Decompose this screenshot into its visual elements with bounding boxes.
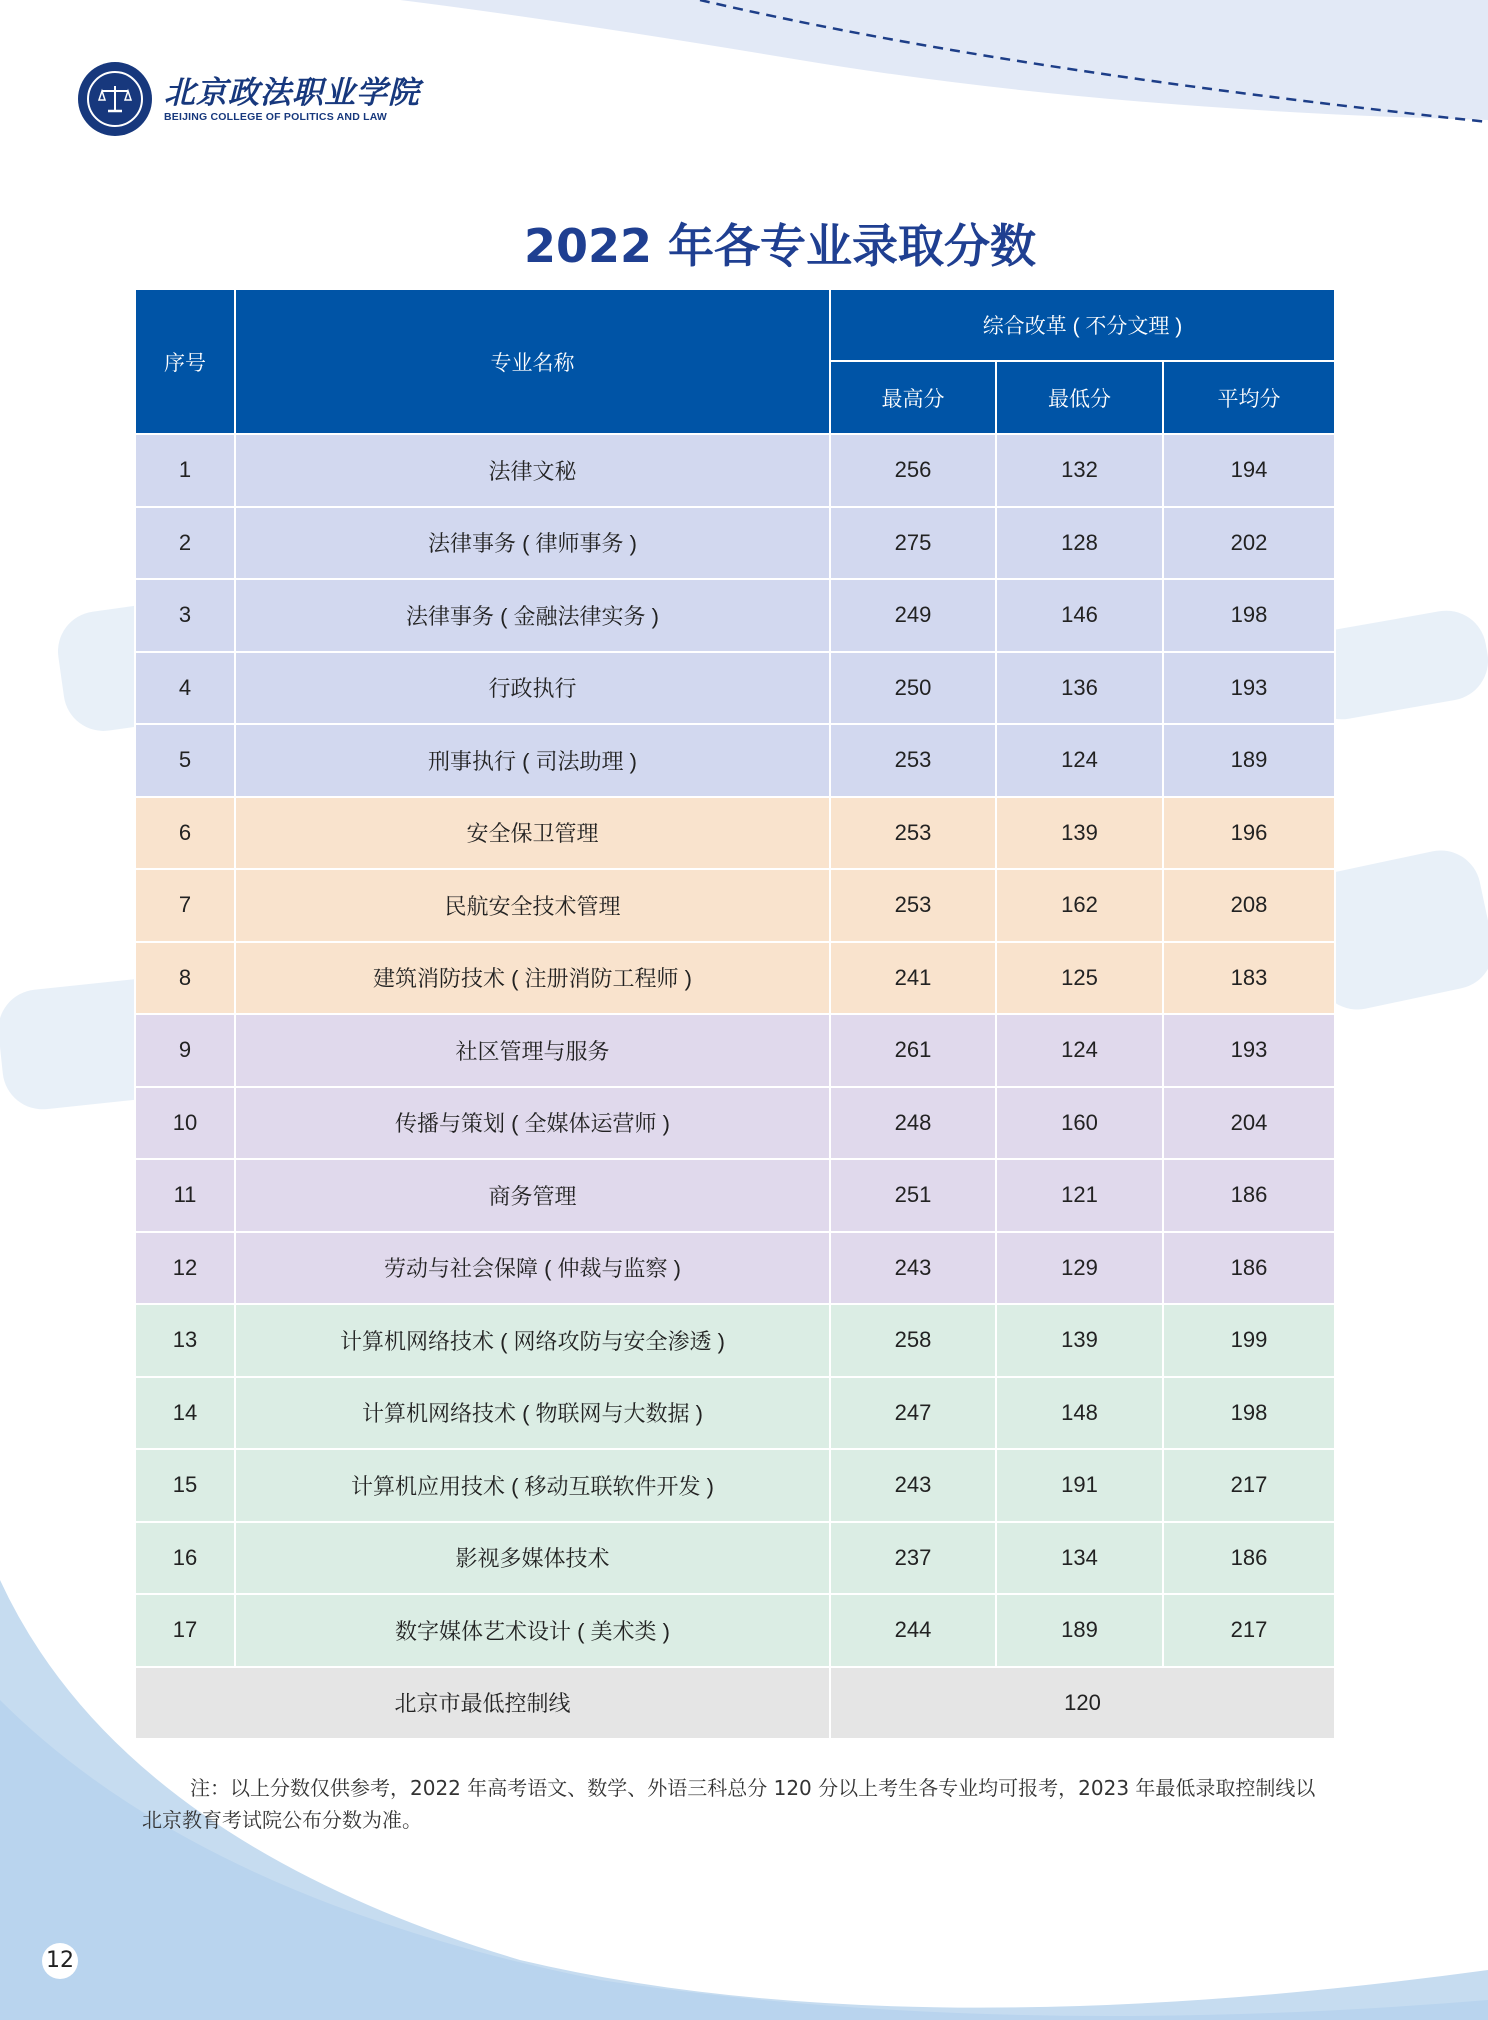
row-max: 243 xyxy=(830,1232,996,1305)
row-min: 128 xyxy=(996,507,1163,580)
row-index: 13 xyxy=(135,1304,235,1377)
table-row xyxy=(135,797,1335,870)
row-max: 247 xyxy=(830,1377,996,1450)
control-line-value: 120 xyxy=(830,1667,1335,1740)
row-min: 148 xyxy=(996,1377,1163,1450)
row-avg: 194 xyxy=(1163,434,1335,507)
row-min: 189 xyxy=(996,1594,1163,1667)
row-major: 计算机网络技术 ( 网络攻防与安全渗透 ) xyxy=(235,1304,830,1377)
college-logo xyxy=(78,62,420,136)
row-major: 数字媒体艺术设计 ( 美术类 ) xyxy=(235,1594,830,1667)
row-min: 129 xyxy=(996,1232,1163,1305)
row-avg: 189 xyxy=(1163,724,1335,797)
row-avg: 202 xyxy=(1163,507,1335,580)
table-row xyxy=(135,507,1335,580)
row-max: 256 xyxy=(830,434,996,507)
row-min: 160 xyxy=(996,1087,1163,1160)
row-avg: 193 xyxy=(1163,1014,1335,1087)
row-max: 253 xyxy=(830,869,996,942)
row-min: 139 xyxy=(996,1304,1163,1377)
row-avg: 193 xyxy=(1163,652,1335,725)
row-min: 136 xyxy=(996,652,1163,725)
header-major: 专业名称 xyxy=(235,289,830,434)
row-min: 146 xyxy=(996,579,1163,652)
admission-scores-table xyxy=(134,288,1336,1740)
row-max: 253 xyxy=(830,724,996,797)
college-name-en: BEIJING COLLEGE OF POLITICS AND LAW xyxy=(164,111,388,123)
row-major: 法律事务 ( 律师事务 ) xyxy=(235,507,830,580)
row-index: 16 xyxy=(135,1522,235,1595)
row-major: 法律事务 ( 金融法律实务 ) xyxy=(235,579,830,652)
row-major: 影视多媒体技术 xyxy=(235,1522,830,1595)
row-max: 249 xyxy=(830,579,996,652)
page-title: 2022 年各专业录取分数 xyxy=(523,219,1037,273)
table-row xyxy=(135,1159,1335,1232)
row-avg: 198 xyxy=(1163,579,1335,652)
college-name-cn: 北京政法职业学院 xyxy=(164,75,420,111)
table-row xyxy=(135,724,1335,797)
row-max: 241 xyxy=(830,942,996,1015)
row-max: 243 xyxy=(830,1449,996,1522)
control-line-label: 北京市最低控制线 xyxy=(135,1667,830,1740)
header-max: 最高分 xyxy=(830,361,996,434)
row-min: 124 xyxy=(996,724,1163,797)
row-index: 1 xyxy=(135,434,235,507)
row-max: 250 xyxy=(830,652,996,725)
row-major: 行政执行 xyxy=(235,652,830,725)
table-row xyxy=(135,1594,1335,1667)
row-max: 253 xyxy=(830,797,996,870)
row-index: 5 xyxy=(135,724,235,797)
row-index: 3 xyxy=(135,579,235,652)
row-index: 10 xyxy=(135,1087,235,1160)
table-row xyxy=(135,1014,1335,1087)
row-major: 社区管理与服务 xyxy=(235,1014,830,1087)
row-max: 261 xyxy=(830,1014,996,1087)
table-row xyxy=(135,942,1335,1015)
row-major: 商务管理 xyxy=(235,1159,830,1232)
row-min: 132 xyxy=(996,434,1163,507)
row-index: 15 xyxy=(135,1449,235,1522)
row-min: 139 xyxy=(996,797,1163,870)
row-avg: 183 xyxy=(1163,942,1335,1015)
table-row xyxy=(135,1449,1335,1522)
row-avg: 186 xyxy=(1163,1522,1335,1595)
row-min: 124 xyxy=(996,1014,1163,1087)
row-major: 计算机网络技术 ( 物联网与大数据 ) xyxy=(235,1377,830,1450)
row-major: 民航安全技术管理 xyxy=(235,869,830,942)
header-min: 最低分 xyxy=(996,361,1163,434)
footnote: 注：以上分数仅供参考，2022 年高考语文、数学、外语三科总分 120 分以上考生各专业均可报考，2023 年最低录取控制线以北京教育考试院公布分数为准。 xyxy=(142,1776,1316,1832)
row-major: 传播与策划 ( 全媒体运营师 ) xyxy=(235,1087,830,1160)
row-major: 计算机应用技术 ( 移动互联软件开发 ) xyxy=(235,1449,830,1522)
row-major: 建筑消防技术 ( 注册消防工程师 ) xyxy=(235,942,830,1015)
row-major: 劳动与社会保障 ( 仲裁与监察 ) xyxy=(235,1232,830,1305)
row-max: 275 xyxy=(830,507,996,580)
row-max: 244 xyxy=(830,1594,996,1667)
row-index: 7 xyxy=(135,869,235,942)
row-max: 251 xyxy=(830,1159,996,1232)
row-min: 125 xyxy=(996,942,1163,1015)
row-max: 248 xyxy=(830,1087,996,1160)
header-group: 综合改革 ( 不分文理 ) xyxy=(830,289,1335,361)
table-row xyxy=(135,1087,1335,1160)
row-major: 刑事执行 ( 司法助理 ) xyxy=(235,724,830,797)
row-avg: 199 xyxy=(1163,1304,1335,1377)
table-row xyxy=(135,579,1335,652)
row-index: 2 xyxy=(135,507,235,580)
table-row xyxy=(135,652,1335,725)
row-index: 11 xyxy=(135,1159,235,1232)
row-min: 121 xyxy=(996,1159,1163,1232)
row-index: 8 xyxy=(135,942,235,1015)
row-avg: 186 xyxy=(1163,1159,1335,1232)
row-major: 法律文秘 xyxy=(235,434,830,507)
row-avg: 204 xyxy=(1163,1087,1335,1160)
table-row xyxy=(135,1522,1335,1595)
row-avg: 196 xyxy=(1163,797,1335,870)
row-avg: 186 xyxy=(1163,1232,1335,1305)
row-index: 17 xyxy=(135,1594,235,1667)
table-row xyxy=(135,1232,1335,1305)
row-major: 安全保卫管理 xyxy=(235,797,830,870)
header-index: 序号 xyxy=(135,289,235,434)
header-avg: 平均分 xyxy=(1163,361,1335,434)
row-min: 162 xyxy=(996,869,1163,942)
row-index: 4 xyxy=(135,652,235,725)
table-row xyxy=(135,869,1335,942)
row-min: 134 xyxy=(996,1522,1163,1595)
scales-of-justice-icon xyxy=(78,62,152,136)
table-row xyxy=(135,1304,1335,1377)
row-index: 6 xyxy=(135,797,235,870)
page-number: 12 xyxy=(42,1943,78,1979)
row-avg: 217 xyxy=(1163,1594,1335,1667)
control-line-row xyxy=(135,1667,1335,1740)
row-avg: 198 xyxy=(1163,1377,1335,1450)
row-index: 12 xyxy=(135,1232,235,1305)
table-row xyxy=(135,434,1335,507)
row-max: 237 xyxy=(830,1522,996,1595)
row-avg: 217 xyxy=(1163,1449,1335,1522)
row-index: 9 xyxy=(135,1014,235,1087)
row-index: 14 xyxy=(135,1377,235,1450)
table-row xyxy=(135,1377,1335,1450)
row-min: 191 xyxy=(996,1449,1163,1522)
row-max: 258 xyxy=(830,1304,996,1377)
row-avg: 208 xyxy=(1163,869,1335,942)
